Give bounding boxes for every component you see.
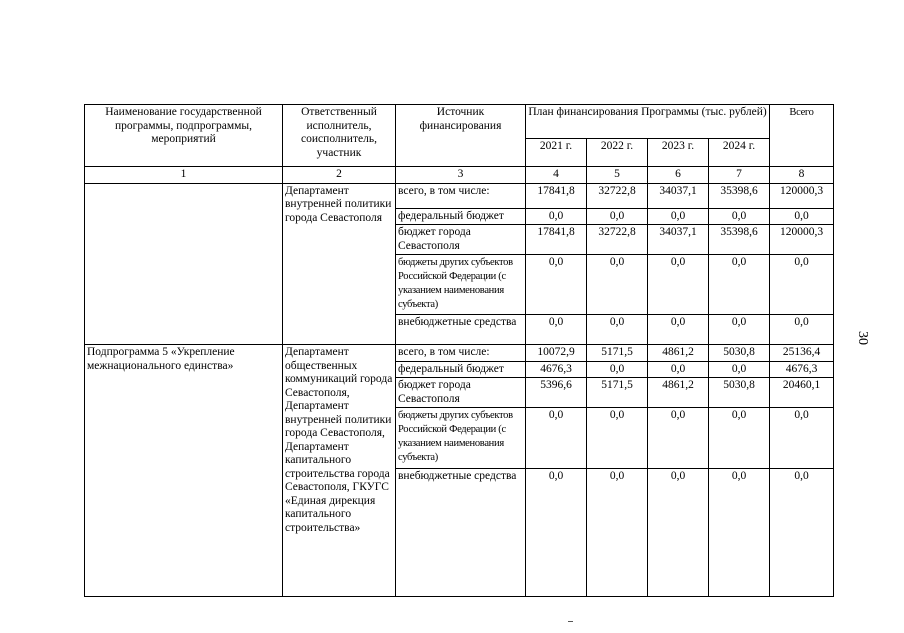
table-row [85, 183, 834, 208]
source: всего, в том числе: [396, 345, 526, 362]
value-2021: 17841,8 [526, 183, 587, 208]
value-2023: 0,0 [648, 361, 709, 378]
value-2022: 0,0 [587, 408, 648, 469]
value-2024: 5030,8 [709, 345, 770, 362]
value-2023: 0,0 [648, 408, 709, 469]
column-number: 4 [526, 167, 587, 184]
value-2021: 0,0 [526, 408, 587, 469]
header-year-2024: 2024 г. [709, 139, 770, 167]
value-total: 120000,3 [770, 183, 834, 208]
value-2022: 5171,5 [587, 378, 648, 408]
value-2021: 0,0 [526, 469, 587, 597]
header-plan: План финансирования Программы (тыс. рублей) [526, 105, 770, 139]
source: бюджеты других субъектов Российской Федерации (с указанием наименования субъекта) [396, 255, 526, 315]
source: внебюджетные средства [396, 469, 526, 597]
executor: Департамент общественных коммуникаций города Севастополя, Департамент внутренней политики города Севастополя, Департамент капитального строительства города Севастополя, ГКУГС «Единая дирекция капитального строительства» [283, 345, 396, 597]
value-2022: 32722,8 [587, 183, 648, 208]
value-total: 0,0 [770, 469, 834, 597]
column-number: 7 [709, 167, 770, 184]
value-2022: 0,0 [587, 255, 648, 315]
source: бюджеты других субъектов Российской Федерации (с указанием наименования субъекта) [396, 408, 526, 469]
header-source: Источник финансирования [396, 105, 526, 167]
value-2024: 0,0 [709, 408, 770, 469]
value-total: 0,0 [770, 408, 834, 469]
value-2021: 0,0 [526, 208, 587, 225]
value-2023: 0,0 [648, 208, 709, 225]
value-2022: 0,0 [587, 208, 648, 225]
column-number: 6 [648, 167, 709, 184]
financing-table [84, 104, 834, 597]
value-total: 120000,3 [770, 225, 834, 255]
column-number: 5 [587, 167, 648, 184]
value-2024: 0,0 [709, 255, 770, 315]
executor: Департамент внутренней политики города Севастополя [283, 183, 396, 345]
value-2023: 4861,2 [648, 345, 709, 362]
column-number: 8 [770, 167, 834, 184]
header-executor: Ответственный исполнитель, соисполнитель, участник [283, 105, 396, 167]
value-2024: 0,0 [709, 469, 770, 597]
value-2023: 0,0 [648, 255, 709, 315]
source: федеральный бюджет [396, 208, 526, 225]
value-2024: 0,0 [709, 315, 770, 345]
value-2023: 4861,2 [648, 378, 709, 408]
value-2023: 0,0 [648, 315, 709, 345]
value-2023: 34037,1 [648, 225, 709, 255]
column-number-row [85, 167, 834, 184]
value-2022: 0,0 [587, 315, 648, 345]
value-2024: 5030,8 [709, 378, 770, 408]
value-total: 4676,3 [770, 361, 834, 378]
header-year-2022: 2022 г. [587, 139, 648, 167]
value-2024: 0,0 [709, 208, 770, 225]
value-2024: 0,0 [709, 361, 770, 378]
program-name [85, 183, 283, 345]
source: федеральный бюджет [396, 361, 526, 378]
header-year-2021: 2021 г. [526, 139, 587, 167]
column-number: 3 [396, 167, 526, 184]
header-name: Наименование государственной программы, подпрограммы, мероприятий [85, 105, 283, 167]
value-2021: 0,0 [526, 315, 587, 345]
source: бюджет города Севастополя [396, 378, 526, 408]
scan-mark [568, 621, 573, 622]
value-total: 20460,1 [770, 378, 834, 408]
value-total: 25136,4 [770, 345, 834, 362]
value-2021: 10072,9 [526, 345, 587, 362]
source: бюджет города Севастополя [396, 225, 526, 255]
value-2022: 32722,8 [587, 225, 648, 255]
column-number: 2 [283, 167, 396, 184]
value-total: 0,0 [770, 315, 834, 345]
table-row [85, 345, 834, 362]
value-2021: 0,0 [526, 255, 587, 315]
program-name: Подпрограмма 5 «Укрепление межнационального единства» [85, 345, 283, 597]
value-total: 0,0 [770, 255, 834, 315]
page-number: 30 [855, 331, 870, 345]
value-2024: 35398,6 [709, 183, 770, 208]
value-2022: 5171,5 [587, 345, 648, 362]
value-2024: 35398,6 [709, 225, 770, 255]
value-2021: 4676,3 [526, 361, 587, 378]
value-2023: 0,0 [648, 469, 709, 597]
value-2021: 17841,8 [526, 225, 587, 255]
value-2021: 5396,6 [526, 378, 587, 408]
source: всего, в том числе: [396, 183, 526, 208]
value-2022: 0,0 [587, 361, 648, 378]
value-2023: 34037,1 [648, 183, 709, 208]
source: внебюджетные средства [396, 315, 526, 345]
column-number: 1 [85, 167, 283, 184]
header-year-2023: 2023 г. [648, 139, 709, 167]
header-total: Всего [770, 105, 834, 167]
value-total: 0,0 [770, 208, 834, 225]
value-2022: 0,0 [587, 469, 648, 597]
